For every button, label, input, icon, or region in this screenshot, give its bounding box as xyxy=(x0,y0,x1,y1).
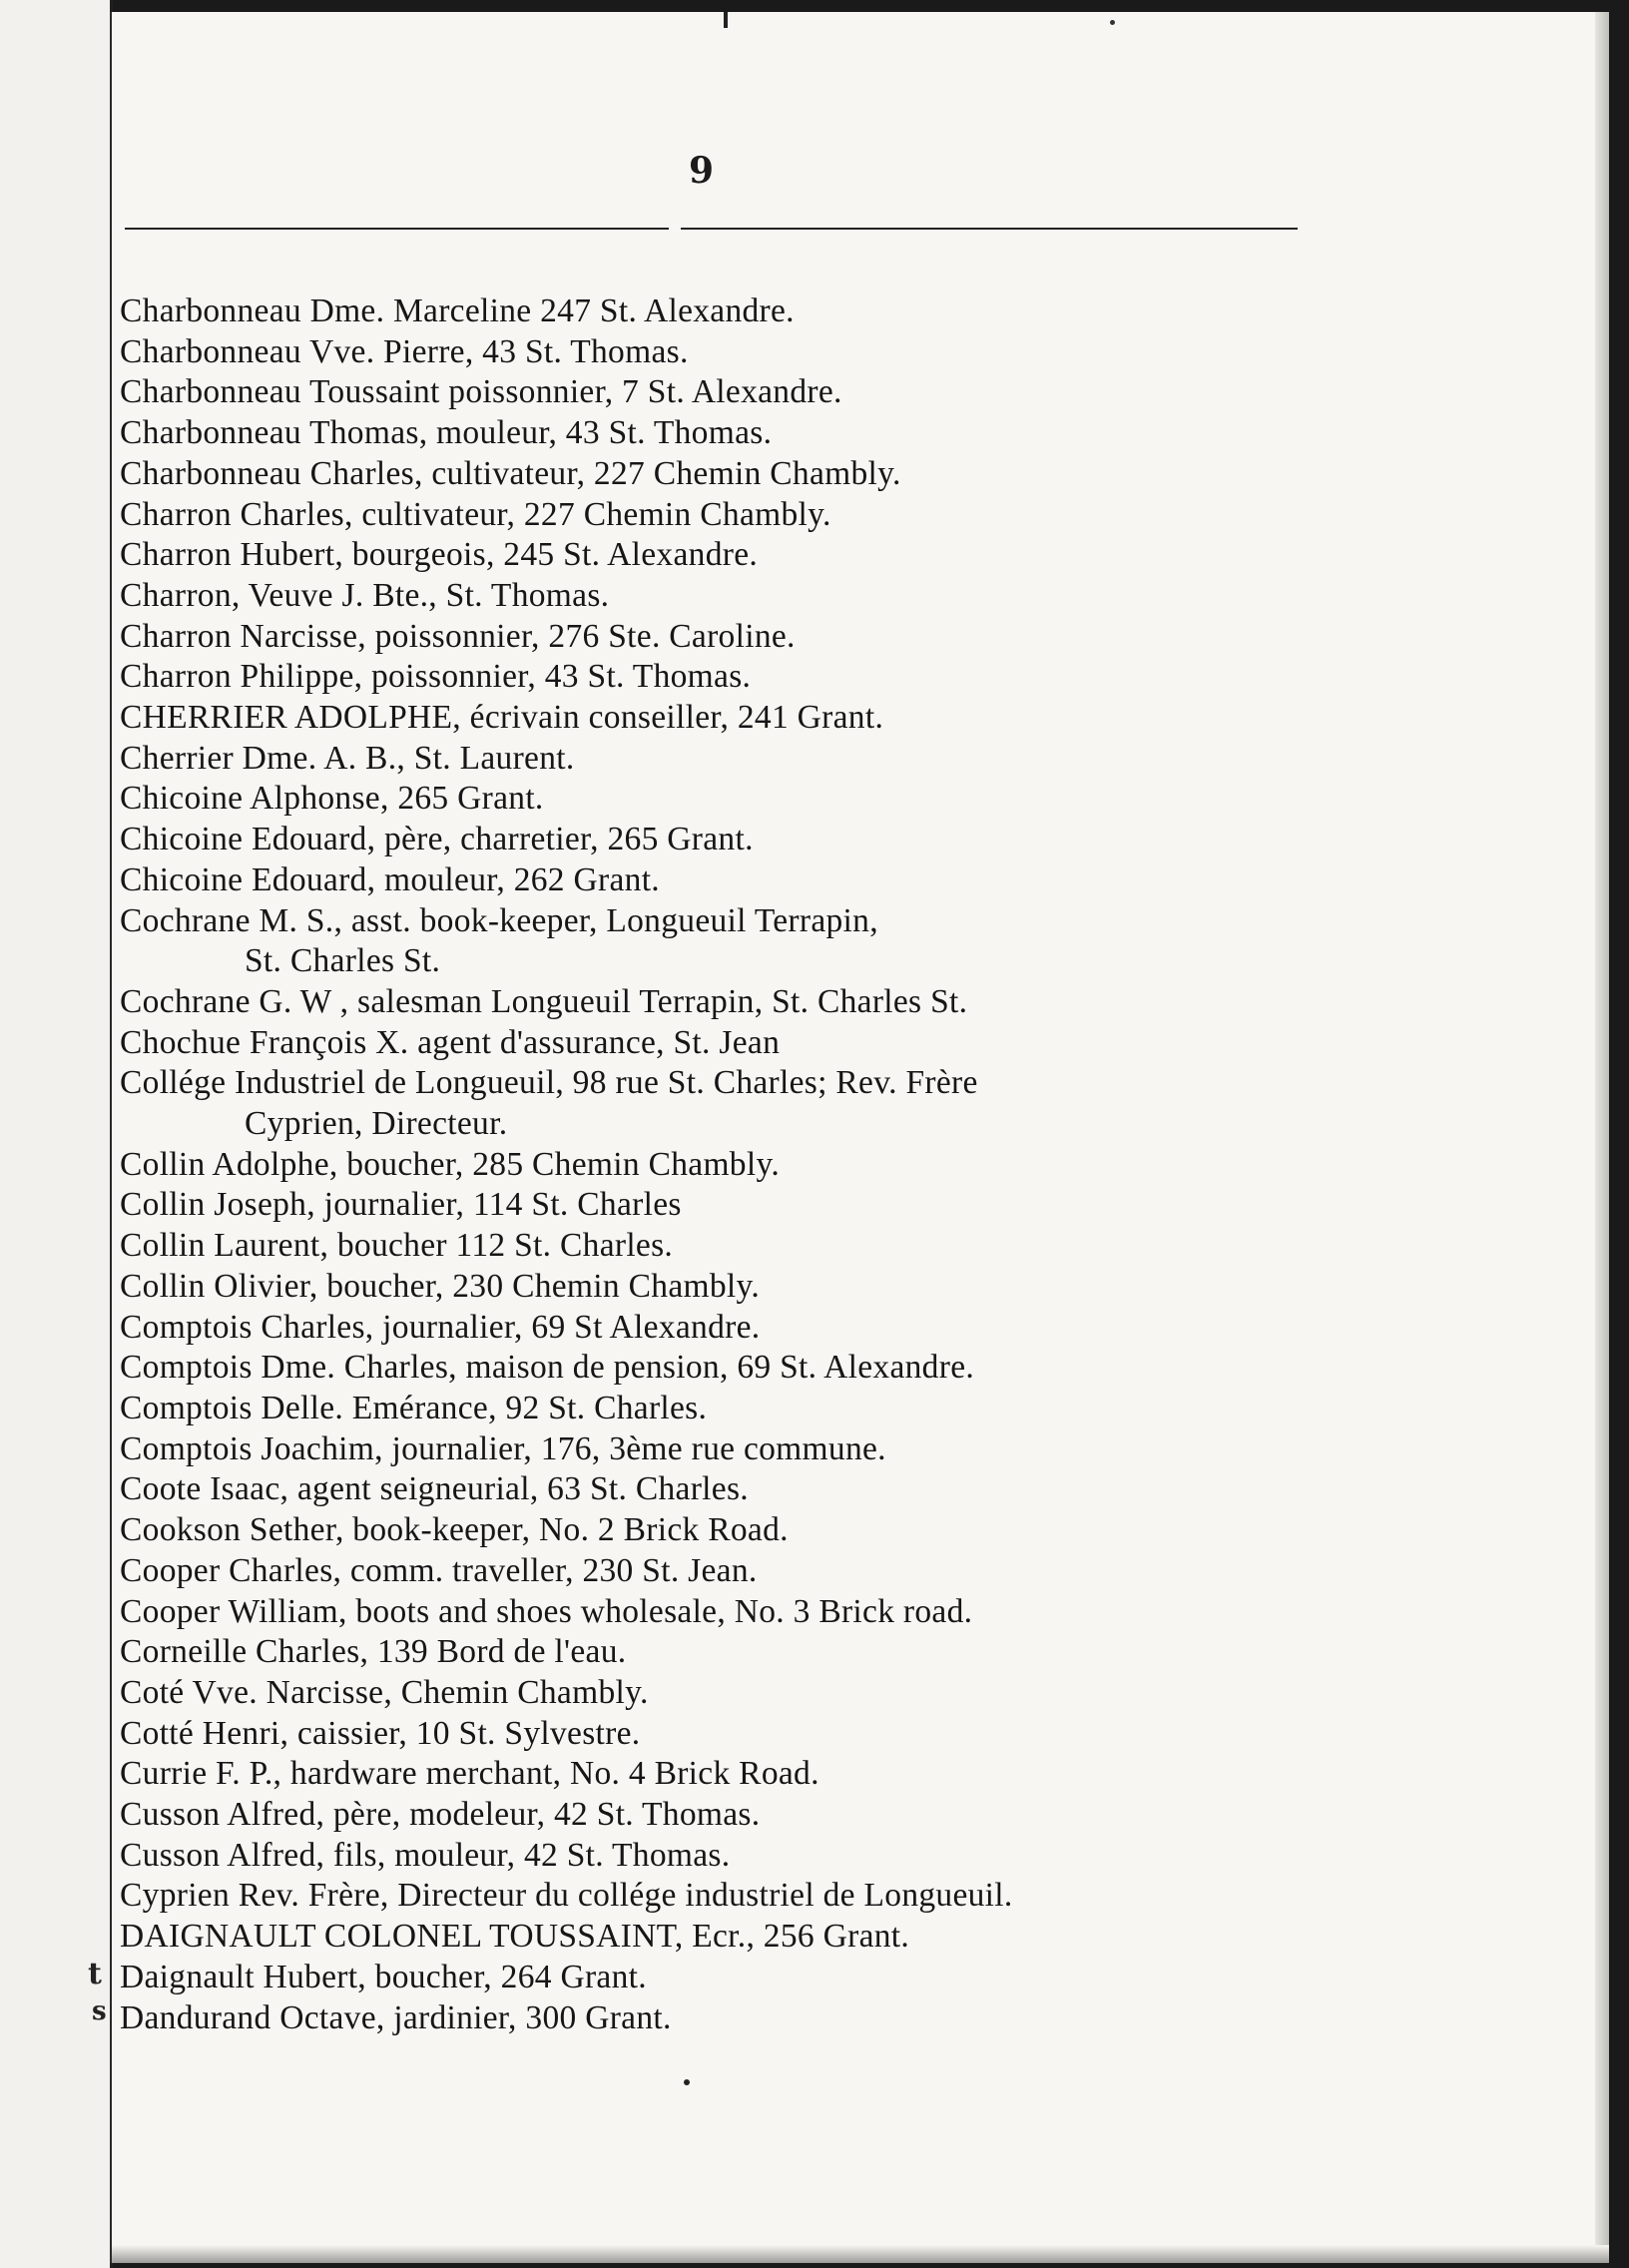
adjacent-page-fragment: t xyxy=(88,1957,102,1991)
directory-entry: Dandurand Octave, jardinier, 300 Grant. xyxy=(120,1998,672,2036)
header-rule-right xyxy=(681,228,1298,230)
directory-entry: Cooper Charles, comm. traveller, 230 St. Jean. xyxy=(120,1551,758,1589)
directory-entry: Cherrier Dme. A. B., St. Laurent. xyxy=(120,739,575,777)
directory-entry: Collin Laurent, boucher 112 St. Charles. xyxy=(120,1227,674,1265)
directory-entry: Charbonneau Dme. Marceline 247 St. Alexandre. xyxy=(120,292,795,329)
directory-entry: Cusson Alfred, père, modeleur, 42 St. Thomas. xyxy=(120,1796,761,1834)
directory-entry: Chochue François X. agent d'assurance, St. Jean xyxy=(120,1023,781,1061)
adjacent-page-fragment: s xyxy=(92,1996,107,2026)
directory-entry: Charron Charles, cultivateur, 227 Chemin Chambly. xyxy=(120,495,831,533)
directory-entry: Cotté Henri, caissier, 10 St. Sylvestre. xyxy=(120,1714,641,1752)
directory-entry: Corneille Charles, 139 Bord de l'eau. xyxy=(120,1633,627,1671)
directory-entry: Cusson Alfred, fils, mouleur, 42 St. Thomas. xyxy=(120,1836,731,1874)
directory-entry: CHERRIER ADOLPHE, écrivain conseiller, 241 Grant. xyxy=(120,699,884,737)
directory-entry: Coté Vve. Narcisse, Chemin Chambly. xyxy=(120,1673,649,1711)
directory-entry: Comptois Delle. Emérance, 92 St. Charles. xyxy=(120,1389,708,1426)
directory-entry: Daignault Hubert, boucher, 264 Grant. xyxy=(120,1958,647,1995)
print-speck xyxy=(1110,20,1115,25)
directory-entry: Coote Isaac, agent seigneurial, 63 St. Charles. xyxy=(120,1470,749,1508)
continuation-text: Cyprien, Directeur. xyxy=(245,1105,508,1143)
directory-entries xyxy=(120,291,1447,2038)
page-bottom-edge xyxy=(112,2245,1609,2263)
directory-entry: Cooper William, boots and shoes wholesale, No. 3 Brick road. xyxy=(120,1592,973,1630)
directory-entry: Charbonneau Vve. Pierre, 43 St. Thomas. xyxy=(120,332,689,370)
directory-entry: Collin Joseph, journalier, 114 St. Charles xyxy=(120,1186,682,1224)
directory-entry: Cyprien Rev. Frère, Directeur du collége industriel de Longueuil. xyxy=(120,1877,1013,1915)
header-rule-left xyxy=(125,228,669,230)
directory-entry: Collin Adolphe, boucher, 285 Chemin Chambly. xyxy=(120,1145,781,1183)
directory-entry: Charron Philippe, poissonnier, 43 St. Thomas. xyxy=(120,658,752,696)
page-number: 9 xyxy=(689,150,715,192)
directory-entry-continuation xyxy=(120,941,1447,982)
directory-entry: Chicoine Alphonse, 265 Grant. xyxy=(120,780,544,818)
directory-entry: Charbonneau Thomas, mouleur, 43 St. Thomas. xyxy=(120,414,773,452)
directory-entry: Cookson Sether, book-keeper, No. 2 Brick Road. xyxy=(120,1511,789,1549)
directory-entry: Charbonneau Charles, cultivateur, 227 Chemin Chambly. xyxy=(120,454,901,492)
directory-entry: Chicoine Edouard, mouleur, 262 Grant. xyxy=(120,860,660,898)
footer-dot xyxy=(684,2079,690,2085)
adjacent-page-edge xyxy=(0,0,113,2268)
continuation-text: St. Charles St. xyxy=(245,942,441,980)
directory-entry: Comptois Dme. Charles, maison de pension, 69 St. Alexandre. xyxy=(120,1349,975,1387)
directory-entry: Currie F. P., hardware merchant, No. 4 Brick Road. xyxy=(120,1755,819,1793)
directory-entry: Collin Olivier, boucher, 230 Chemin Chambly. xyxy=(120,1267,761,1305)
directory-entry: DAIGNAULT COLONEL TOUSSAINT, Ecr., 256 Grant. xyxy=(120,1918,910,1956)
directory-entry: Comptois Charles, journalier, 69 St Alexandre. xyxy=(120,1308,761,1346)
page-edge-shadow xyxy=(1595,12,1609,2263)
directory-entry: Charron Hubert, bourgeois, 245 St. Alexandre. xyxy=(120,536,759,574)
print-mark xyxy=(724,12,728,28)
directory-entry: Collége Industriel de Longueuil, 98 rue St. Charles; Rev. Frère xyxy=(120,1064,978,1102)
directory-entry: Charbonneau Toussaint poissonnier, 7 St. Alexandre. xyxy=(120,373,842,411)
directory-entry: Cochrane M. S., asst. book-keeper, Longueuil Terrapin, xyxy=(120,901,878,939)
directory-entry: Charron Narcisse, poissonnier, 276 Ste. Caroline. xyxy=(120,617,796,655)
directory-entry: Chicoine Edouard, père, charretier, 265 Grant. xyxy=(120,821,754,858)
directory-entry: Charron, Veuve J. Bte., St. Thomas. xyxy=(120,576,610,614)
directory-entry: Cochrane G. W , salesman Longueuil Terrapin, St. Charles St. xyxy=(120,982,968,1020)
directory-entry: Comptois Joachim, journalier, 176, 3ème rue commune. xyxy=(120,1429,886,1467)
directory-entry-continuation xyxy=(120,1104,1447,1145)
